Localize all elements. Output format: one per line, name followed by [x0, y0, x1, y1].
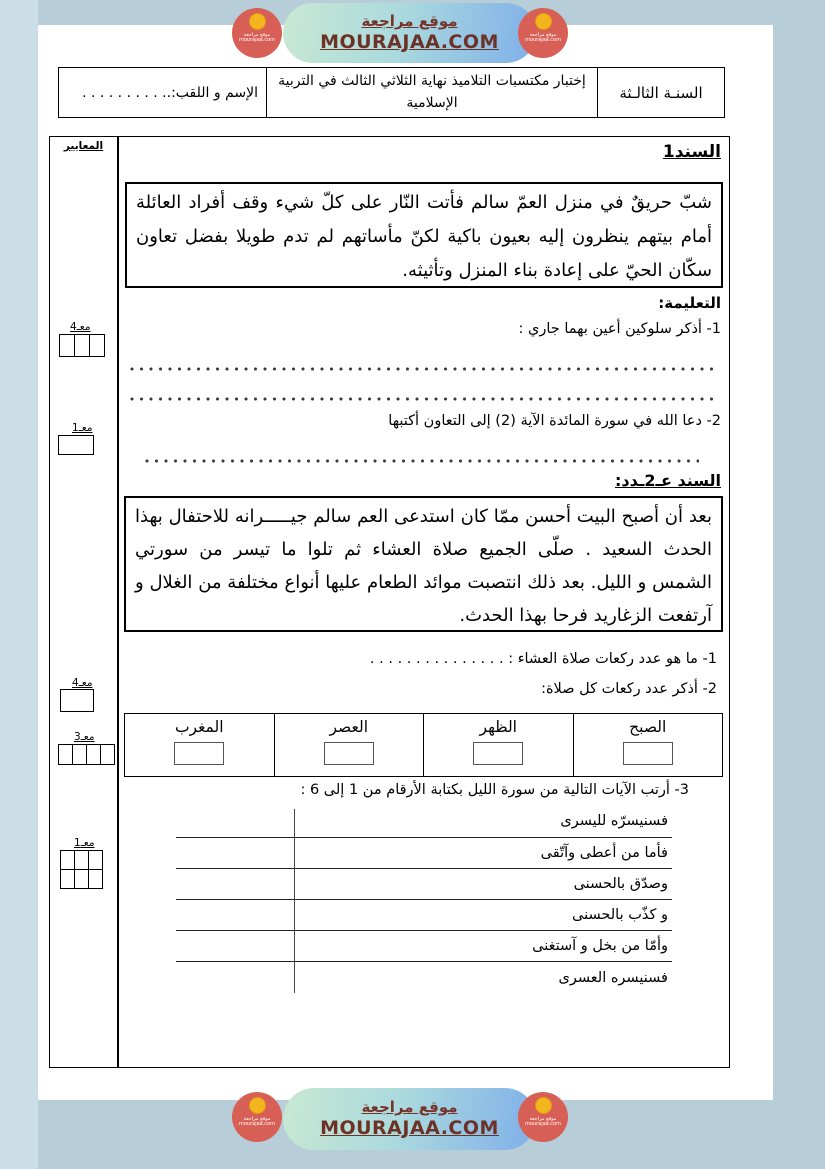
verse-text: وصدّق بالحسنى — [573, 876, 668, 892]
verse-number-divider — [294, 809, 295, 993]
badge-logo-dot — [249, 13, 266, 30]
score-cell — [59, 334, 75, 357]
prayer-cell — [423, 714, 573, 776]
verse-text: وأمّا من بخل و آستغنى — [532, 938, 668, 954]
badge-site-domain: mourajaa.com — [524, 37, 561, 43]
score-cell — [74, 869, 89, 889]
score-cell — [60, 869, 75, 889]
criterion-label: معـ1 — [74, 837, 95, 849]
score-cell — [86, 744, 101, 765]
criterion-label: معـ3 — [74, 731, 95, 743]
site-banner-pill — [283, 3, 536, 63]
prayer-cell — [125, 714, 274, 776]
exam-body — [118, 136, 730, 1068]
score-cell — [60, 689, 94, 712]
site-banner-pill — [283, 1088, 536, 1150]
criteria-title: المعايير — [63, 140, 104, 152]
site-domain-link: MOURAJAA.COM — [320, 1117, 499, 1140]
badge-site-name: موقع مراجعة — [243, 32, 271, 38]
prayers-table — [124, 713, 723, 777]
rakaat-answer-box[interactable] — [623, 742, 673, 765]
verse-text: فسنيسره العسرى — [558, 969, 668, 986]
score-cell — [60, 850, 75, 870]
section2-question2: 2- أذكر عدد ركعات كل صلاة: — [541, 681, 717, 697]
criterion-score-grid[interactable] — [58, 335, 105, 357]
prayer-cell — [573, 714, 723, 776]
prayer-name: الظهر — [479, 718, 517, 736]
exam-title: إختبار مكتسبات التلاميذ نهاية الثلاثي الثالث في التربية الإسلامية — [266, 68, 597, 117]
score-cell — [88, 869, 103, 889]
site-name-arabic: موقع مراجعة — [361, 1098, 458, 1116]
prayer-name: العصر — [329, 718, 369, 736]
score-cell — [74, 850, 89, 870]
year-label: السنـة الثالـثة — [597, 68, 724, 117]
rakaat-answer-box[interactable] — [174, 742, 224, 765]
section2-heading: السند عـ2ـدد: — [615, 471, 721, 490]
score-cell — [58, 744, 73, 765]
score-cell — [89, 334, 105, 357]
verse-text: و كذّب بالحسنى — [571, 907, 668, 923]
answer-line[interactable] — [129, 365, 719, 372]
section1-question2: 2- دعا الله في سورة المائدة الآية (2) إلى التعاون أكتبها — [388, 413, 721, 429]
answer-line[interactable] — [129, 395, 719, 402]
badge-site-name: موقع مراجعة — [529, 1116, 557, 1122]
site-badge-icon — [232, 1092, 282, 1142]
score-cell — [72, 744, 87, 765]
criterion-score-grid[interactable] — [56, 745, 115, 765]
site-badge-icon — [232, 8, 282, 58]
rakaat-answer-box[interactable] — [324, 742, 374, 765]
rakaat-answer-box[interactable] — [473, 742, 523, 765]
student-name-field[interactable]: الإسم و اللقب:.. . . . . . . . . . — [82, 84, 258, 101]
criterion-score-grid[interactable] — [60, 690, 94, 712]
background-strip — [0, 0, 38, 1169]
site-domain-link: MOURAJAA.COM — [320, 31, 499, 54]
score-cell — [74, 334, 90, 357]
badge-site-domain: mourajaa.com — [238, 37, 275, 43]
criterion-label: معـ4 — [70, 321, 91, 333]
section2-question3: 3- أرتب الآيات التالية من سورة الليل بكتابة الأرقام من 1 إلى 6 : — [300, 782, 689, 798]
score-cell — [100, 744, 115, 765]
verse-text: فسنيسرّه لليسرى — [560, 813, 668, 829]
badge-logo-dot — [535, 13, 552, 30]
section1-question1: 1- أذكر سلوكين أعين بهما جاري : — [518, 321, 721, 337]
badge-site-domain: mourajaa.com — [524, 1121, 561, 1127]
badge-logo-dot — [249, 1097, 266, 1114]
site-badge-icon — [518, 8, 568, 58]
badge-site-name: موقع مراجعة — [529, 32, 557, 38]
verse-text: فأما من أعطى وآتّقى — [540, 845, 668, 861]
verse-number-column[interactable] — [176, 805, 294, 991]
badge-site-name: موقع مراجعة — [243, 1116, 271, 1122]
score-cell — [88, 850, 103, 870]
criterion-label: معـ4 — [72, 677, 93, 689]
badge-site-domain: mourajaa.com — [238, 1121, 275, 1127]
exam-header-table — [58, 67, 725, 118]
criterion-score-grid[interactable] — [58, 436, 94, 455]
criterion-score-grid[interactable] — [59, 851, 103, 889]
criterion-label: معـ1 — [72, 422, 93, 434]
instruction-heading: التعليمة: — [658, 294, 721, 312]
site-name-arabic: موقع مراجعة — [361, 12, 458, 30]
section2-passage: بعد أن أصبح البيت أحسن ممّا كان استدعى العم سالم جيـــــرانه للاحتفال بهذا الحدث السعيد . صلّى الجميع صلاة العشاء ثم تلوا ما تيسر من سورتي الشمس و الليل. بعد ذلك انتصبت موائد الطعام عليها أنواع مختلفة من الغلال و آرتفعت الزغاريد فرحا بهذا الحدث. — [124, 496, 723, 632]
section2-question1: 1- ما هو عدد ركعات صلاة العشاء : . . . . . . . . . . . . . . . — [369, 651, 717, 667]
prayer-cell — [274, 714, 424, 776]
badge-logo-dot — [535, 1097, 552, 1114]
section1-heading: السند1 — [662, 142, 721, 162]
score-cell — [58, 435, 94, 455]
prayer-name: المغرب — [174, 718, 224, 736]
site-badge-icon — [518, 1092, 568, 1142]
answer-line[interactable] — [144, 457, 699, 464]
section1-passage: شبّ حريقٌ في منزل العمّ سالم فأتت النّار على كلّ شيء وقف أفراد العائلة أمام بيتهم ينظرون إليه بعيون باكية لكنّ مأساتهم لم تدم طويلا بفضل تعاون سكّان الحيّ على إعادة بناء المنزل وتأثيثه. — [125, 182, 723, 288]
prayer-name: الصبح — [629, 718, 667, 736]
criteria-sidebar — [49, 136, 118, 1068]
